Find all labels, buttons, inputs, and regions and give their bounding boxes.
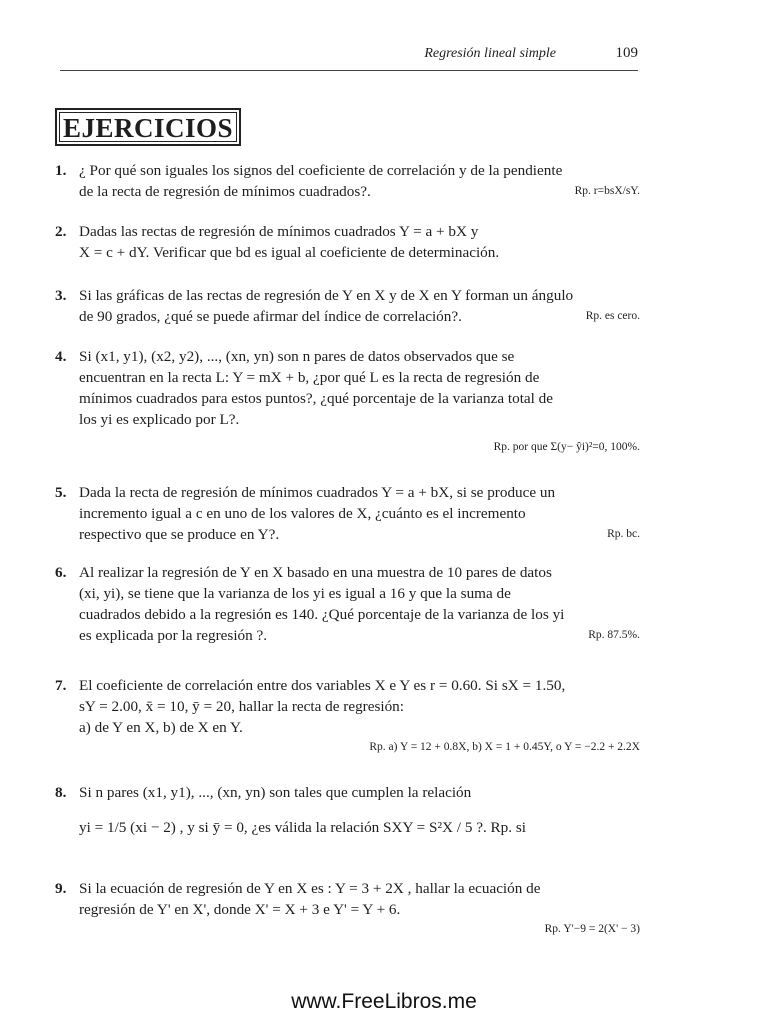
exercise-line: sY = 2.00, x̄ = 10, ȳ = 20, hallar la recta de regresión: <box>79 698 404 715</box>
page-number: 109 <box>615 45 638 61</box>
exercise-line: mínimos cuadrados para estos puntos?, ¿qué porcentaje de la varianza total de <box>79 390 554 407</box>
exercise-line: El coeficiente de correlación entre dos variables X e Y es r = 0.60. Si sX = 1.50, <box>79 677 566 694</box>
page-header <box>60 44 638 71</box>
exercise-line: ¿ Por qué son iguales los signos del coeficiente de correlación y de la pendiente <box>79 162 563 179</box>
exercise-line: respectivo que se produce en Y?. Rp. bc. <box>79 526 640 543</box>
exercise-number: 1. <box>55 162 67 179</box>
exercise-line: yi = 1/5 (xi − 2) , y si ȳ = 0, ¿es válida la relación SXY = S²X / 5 ?. Rp. si <box>79 819 526 836</box>
exercise-line: regresión de Y' en X', donde X' = X + 3 e Y' = Y + 6. <box>79 901 401 918</box>
exercise-8 <box>55 782 640 838</box>
exercise-line: Dada la recta de regresión de mínimos cuadrados Y = a + bX, si se produce un <box>79 484 556 501</box>
exercise-number: 6. <box>55 564 67 581</box>
exercise-number: 8. <box>55 784 67 801</box>
exercise-line: Al realizar la regresión de Y en X basado en una muestra de 10 pares de datos <box>79 564 552 581</box>
exercise-5 <box>55 482 640 545</box>
exercise-7 <box>55 675 640 756</box>
exercise-number: 2. <box>55 223 67 240</box>
answer: Rp. Y'−9 = 2(X' − 3) <box>544 923 640 935</box>
exercise-line: de 90 grados, ¿qué se puede afirmar del índice de correlación?. Rp. es cero. <box>79 308 640 325</box>
exercise-3 <box>55 285 640 327</box>
exercise-line: los yi es explicado por L?. <box>79 411 240 428</box>
answer: Rp. a) Y = 12 + 0.8X, b) X = 1 + 0.45Y, o Y = −2.2 + 2.2X <box>369 741 640 753</box>
exercise-number: 7. <box>55 677 67 694</box>
answer: Rp. es cero. <box>585 310 640 322</box>
exercise-4 <box>55 346 640 456</box>
exercise-number: 4. <box>55 348 67 365</box>
exercise-line: es explicada por la regresión ?. Rp. 87.5%. <box>79 627 640 644</box>
exercise-line: cuadrados debido a la regresión es 140. ¿Qué porcentaje de la varianza de los yi <box>79 606 565 623</box>
exercise-1 <box>55 160 640 202</box>
exercise-number: 9. <box>55 880 67 897</box>
exercise-line: Si n pares (x1, y1), ..., (xn, yn) son tales que cumplen la relación <box>79 784 472 801</box>
answer: Rp. r=bsX/sY. <box>574 185 640 197</box>
running-title: Regresión lineal simple <box>424 46 556 61</box>
exercise-number: 3. <box>55 287 67 304</box>
exercise-line: Dadas las rectas de regresión de mínimos cuadrados Y = a + bX y <box>79 223 479 240</box>
exercise-line: Si las gráficas de las rectas de regresión de Y en X y de X en Y forman un ángulo <box>79 287 574 304</box>
exercise-number: 5. <box>55 484 67 501</box>
section-title: EJERCICIOS <box>55 108 241 146</box>
exercise-line: encuentran en la recta L: Y = mX + b, ¿por qué L es la recta de regresión de <box>79 369 540 386</box>
exercise-line: incremento igual a c en uno de los valores de X, ¿cuánto es el incremento <box>79 505 526 522</box>
answer: Rp. por que Σ(y− ŷi)²=0, 100%. <box>493 441 640 453</box>
answer: Rp. bc. <box>607 528 640 540</box>
exercise-line: (xi, yi), se tiene que la varianza de los yi es igual a 16 y que la suma de <box>79 585 511 602</box>
exercise-6 <box>55 562 640 646</box>
answer: Rp. 87.5%. <box>588 629 640 641</box>
exercise-line: X = c + dY. Verificar que bd es igual al coeficiente de determinación. <box>79 244 500 261</box>
exercise-9 <box>55 878 640 938</box>
exercise-line: a) de Y en X, b) de X en Y. <box>79 719 243 736</box>
exercise-line: Si la ecuación de regresión de Y en X es : Y = 3 + 2X , hallar la ecuación de <box>79 880 541 897</box>
exercise-line: Si (x1, y1), (x2, y2), ..., (xn, yn) son n pares de datos observados que se <box>79 348 515 365</box>
exercise-2 <box>55 221 640 263</box>
exercise-line: de la recta de regresión de mínimos cuadrados?. Rp. r=bsX/sY. <box>79 183 640 200</box>
footer-url: www.FreeLibros.me <box>291 990 477 1013</box>
